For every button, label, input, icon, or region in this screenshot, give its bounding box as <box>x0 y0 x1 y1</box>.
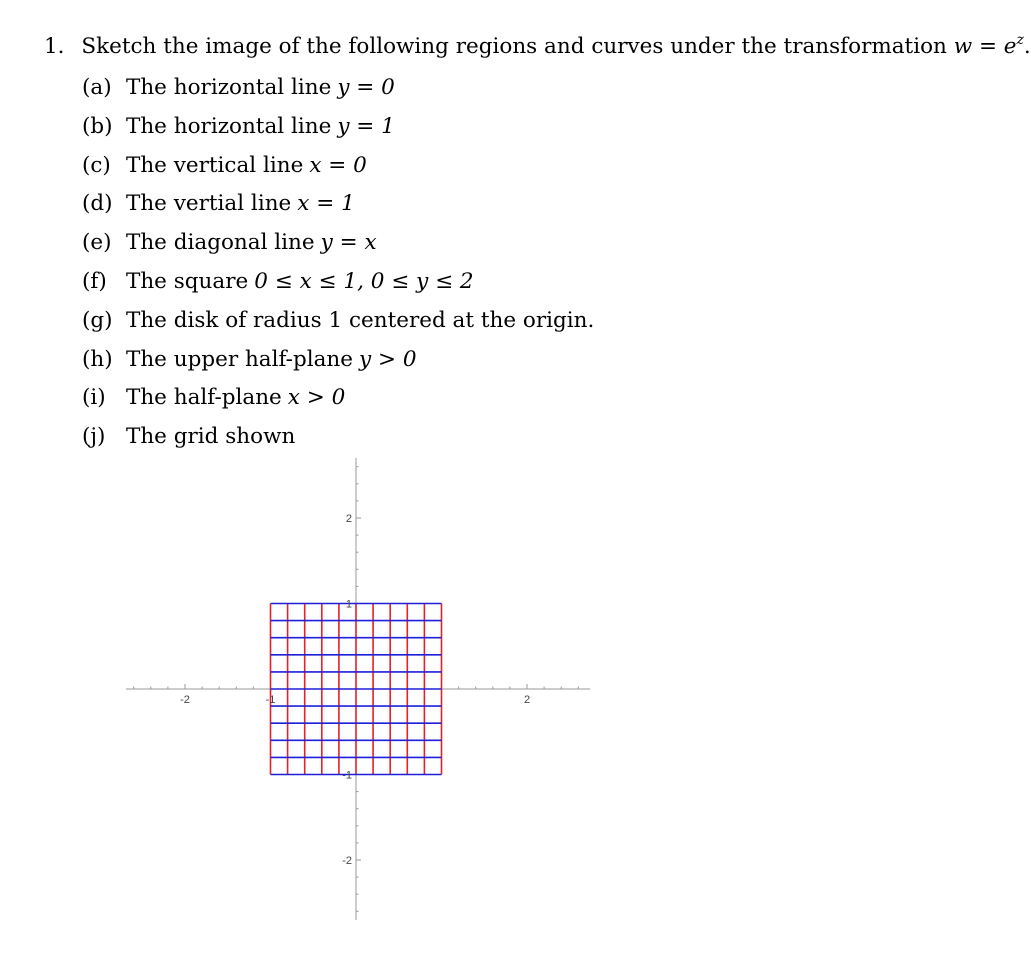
item-math: x = 1 <box>297 191 355 217</box>
item-math: y = 0 <box>337 75 395 100</box>
transformation-exponent: z <box>1016 32 1024 48</box>
y-tick-label: -1 <box>342 769 352 782</box>
item-math: y > 0 <box>358 346 417 372</box>
item-text: The vertical line <box>126 152 304 178</box>
item-label: (i) <box>82 385 106 411</box>
item-math: x = 0 <box>309 152 367 178</box>
item-text: The vertial line <box>126 191 292 217</box>
item-text: The upper half-plane <box>126 346 353 372</box>
x-tick-label: -1 <box>265 694 276 706</box>
item-label: (j) <box>82 424 106 450</box>
x-tick-label: -2 <box>180 694 190 706</box>
y-tick-label: 2 <box>345 513 352 525</box>
item-label: (h) <box>82 346 113 372</box>
item-text: The horizontal line <box>126 113 332 139</box>
x-tick-label: 2 <box>523 694 531 706</box>
item-text: The horizontal line <box>126 75 332 100</box>
item-label: (f) <box>82 268 107 294</box>
item-math: y = x <box>320 230 377 256</box>
item-text: The diagonal line <box>126 230 315 256</box>
item-text: The half-plane <box>126 385 282 411</box>
end-punct: . <box>1023 34 1031 59</box>
item-label: (c) <box>82 152 111 178</box>
y-tick-label: -2 <box>342 855 352 867</box>
item-math: y = 1 <box>337 113 395 139</box>
item-label: (b) <box>82 113 113 139</box>
item-label: (g) <box>82 307 113 333</box>
problem-number: 1. <box>44 34 65 59</box>
item-text: The square <box>126 268 249 294</box>
item-text: The grid shown <box>126 424 296 450</box>
problem-text: Sketch the image of the following regions and curves under the transformation <box>81 34 947 59</box>
y-tick-label: 1 <box>345 598 352 611</box>
item-label: (a) <box>82 75 112 100</box>
item-math: 0 ≤ x ≤ 1, 0 ≤ y ≤ 2 <box>254 268 474 294</box>
item-label: (e) <box>82 230 112 256</box>
item-math: x > 0 <box>287 385 346 411</box>
transformation-base: w = e <box>953 34 1017 59</box>
item-text: The disk of radius 1 centered at the origin. <box>126 307 595 333</box>
item-label: (d) <box>82 191 113 217</box>
